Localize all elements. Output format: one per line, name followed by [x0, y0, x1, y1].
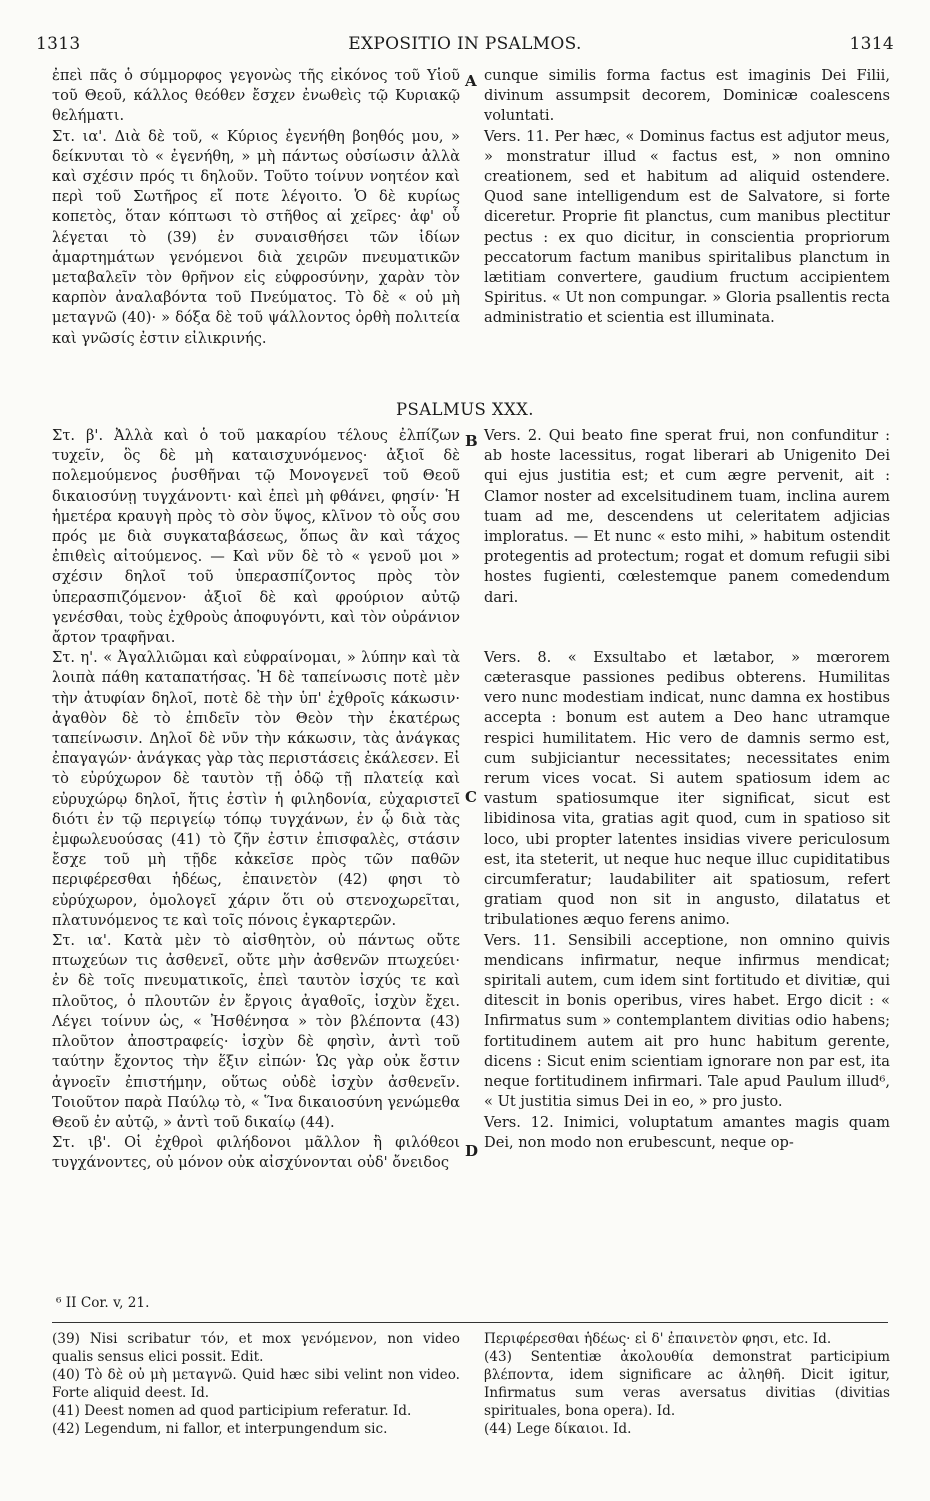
psalm-title: PSALMUS XXX. — [396, 400, 534, 419]
latin-paragraph: Vers. 12. Inimici, voluptatum amantes magis quam Dei, non modo non erubescunt, neque op- — [484, 1113, 890, 1151]
greek-paragraph: Στ. ια'. Διὰ δὲ τοῦ, « Κύριος ἐγενήθη βοηθός μου, » δείκνυται τὸ « ἐγενήθη, » μὴ πάντως οὐσίωσιν ἀλλὰ καὶ σχέσιν πρός τι δηλοῦν. Τοῦτο τοίνυν νοητέον καὶ περὶ τοῦ Σωτῆρος εἴ ποτε λέγοιτο. Ὁ δὲ κυρίως κοπετὸς, ὅταν κόπτωσι τὸ στῆθος αἱ χεῖρες· ἀφ' οὗ λέγεται τὸ (39) ἐν συναισθήσει τῶν ἰδίων ἁμαρτημάτων γενόμενοι διὰ χειρῶν πνευματικῶν μεταβαλεῖν τὸν θρῆνον εἰς εὐφροσύνην, χαρὰν τὸν καρπὸν ἀναλαβόντα τοῦ Πνεύματος. Τὸ δὲ « οὐ μὴ μεταγνῶ (40)· » δόξα δὲ τοῦ ψάλλοντος ὀρθὴ πολιτεία καὶ γνῶσίς ἐστιν εἰλικρινής. — [52, 127, 460, 347]
footnote: (43) Sententiæ ἀκολουθία demonstrat participium βλέποντα, idem significare ac ἀληθῆ. Dicit igitur, Infirmatus sum veras aversatus divitias (divitias spirituales, bona opera). Id. — [484, 1349, 890, 1419]
footnote: Περιφέρεσθαι ἡδέως· εἰ δ' ἐπαινετὸν φησι, etc. Id. — [484, 1331, 832, 1347]
margin-letter-a: A — [465, 72, 477, 90]
margin-letter-b: B — [465, 432, 478, 450]
footnote: (41) Deest nomen ad quod participium referatur. Id. — [52, 1403, 412, 1419]
latin-paragraph: Vers. 2. Qui beato fine sperat frui, non confunditur : ab hoste lacessitus, rogat liberari ab Unigenito Dei qui ejus justitia est; et cum ægre pervenit, ait : Clamor noster ad excelsitudinem tuam, inclina aurem tuam ad me, descendens ut celeritatem adjicias imploratus. — Et nunc « esto mihi, » habitum ostendit protegentis ad protectum; rogat et domum refugii sibi hostes fugienti, cœlestemque panem comedendum dari. — [484, 427, 890, 606]
latin-paragraph: cunque similis forma factus est imaginis Dei Filii, divinum assumpsit decorem, Dominicæ coalescens voluntati. — [484, 67, 890, 125]
latin-paragraph: Vers. 8. « Exsultabo et lætabor, » mœrorem cæterasque passiones pedibus obterens. Humilitas vero nunc modestiam indicat, nunc damna ex hostibus accepta : bonum est autem a Deo hanc utramque respici humilitatem. Hic vero de damnis sermo est, cum subjiciantur necessitates; necessitates enim rerum vices vocat. Si autem spatiosum idem ac vastum spatiosumque iter significat, sicut est libidinosa vita, gratias agit quod, cum in spatioso sit loco, ubi propter latentes insidias vivere periculosum est, ita steterit, ut neque huc neque illuc cupiditatibus circumferatur; laudabiliter ait spatiosum, refert gratiam quod non sit in angusto, dilatatus et tribulationes æquo ferens animo. — [484, 648, 890, 929]
margin-letter-d: D — [465, 1142, 479, 1160]
footnote: (42) Legendum, ni fallor, et interpungendum sic. — [52, 1421, 388, 1437]
footnote: (44) Lege δίκαιοι. Id. — [484, 1421, 632, 1437]
page-number-right: 1314 — [849, 34, 894, 54]
latin-paragraph: Vers. 11. Sensibili acceptione, non omnino quivis mendicans infirmatur, neque infirmus mendicat; spiritali autem, cum idem sint fortitudo et divitiæ, qui ditescit in bonis operibus, vires habet. Ergo dicit : « Infirmatus sum » contemplantem divitias odio habens; fortitudinem autem ait pro hunc habitum gerente, dicens : Sicut enim scientiam ignorare non par est, ita neque fortitudinem infirmari. Tale apud Paulum illud⁶, « Ut justitia simus Dei in eo, » pro justo. — [484, 931, 890, 1111]
footnotes-right — [484, 1330, 890, 1438]
greek-paragraph: Στ. β'. Ἀλλὰ καὶ ὁ τοῦ μακαρίου τέλους ἐλπίζων τυχεῖν, ὃς δὲ μὴ καταισχυνόμενος· ἀξιοῖ δὲ πολεμούμενος ῥυσθῆναι τῷ Μονογενεῖ τοῦ Θεοῦ δικαιοσύνῃ τυγχάνοντι· καὶ ἐπεὶ μὴ φθάνει, φησίν· Ἡ ἡμετέρα κραυγὴ πρὸς τὸ σὸν ὕψος, κλῖνον τὸ οὖς σου πρός με διὰ συγκαταβάσεως, ὅπως ἂν καὶ τάχος ἐπιθεὶς αἰτούμενος. — Καὶ νῦν δὲ τὸ « γενοῦ μοι » σχέσιν δηλοῖ τοῦ ὑπερασπίζοντος πρὸς τὸν ὑπερασπιζόμενον· ἀξιοῖ δὲ καὶ φρούριον αὐτῷ γενέσθαι, τοὺς ἐχθροὺς ἀποφυγόντι, καὶ τὸν οὐράνιον ἄρτον τραφῆναι. — [52, 427, 460, 647]
running-title: EXPOSITIO IN PSALMOS. — [348, 34, 582, 54]
greek-paragraph: Στ. ιβ'. Οἱ ἐχθροὶ φιλήδονοι μᾶλλον ἢ φιλόθεοι τυγχάνοντες, οὐ μόνον οὐκ αἰσχύνονται οὐδ' ὄνειδος — [52, 1134, 460, 1172]
latin-psalm-block — [484, 426, 890, 1153]
greek-top-block — [52, 66, 460, 349]
greek-psalm-block — [52, 426, 460, 1174]
footnotes-left — [52, 1330, 460, 1438]
margin-letter-c: C — [465, 788, 477, 806]
page-number-left: 1313 — [36, 34, 81, 54]
scripture-reference: ⁶ II Cor. v, 21. — [56, 1295, 150, 1311]
footnote-rule — [52, 1322, 888, 1323]
footnote: (39) Nisi scribatur τόν, et mox γενόμενον, non video qualis sensus elici possit. Edit. — [52, 1331, 460, 1365]
greek-paragraph: Στ. ια'. Κατὰ μὲν τὸ αἰσθητὸν, οὐ πάντως οὔτε πτωχεύων τις ἀσθενεῖ, οὔτε μὴν ἀσθενῶν πτωχεύει· ἐν δὲ τοῖς πνευματικοῖς, ἐπεὶ ταυτὸν ἰσχύς τε καὶ πλοῦτος, ὁ πλουτῶν ἐν ἔργοις ἀγαθοῖς, ἰσχὺν ἔχει. Λέγει τοίνυν ὡς, « Ἠσθένησα » τὸν βλέποντα (43) πλοῦτον ἀποστραφείς· ἰσχὺν δὲ φησὶν, ἀντὶ τοῦ ταύτην ἔχοντος τὴν ἕξιν εἰπών· Ὡς γὰρ οὐκ ἔστιν ἀγνοεῖν ἐπιστήμην, οὕτως οὐδὲ ἰσχὺν ἀσθενεῖν. Τοιοῦτον παρὰ Παύλῳ τὸ, « Ἵνα δικαιοσύνη γενώμεθα Θεοῦ ἐν αὐτῷ, » ἀντὶ τοῦ δικαίῳ (44). — [52, 932, 460, 1131]
footnote: (40) Τὸ δὲ οὐ μὴ μεταγνῶ. Quid hæc sibi velint non video. Forte aliquid deest. Id. — [52, 1367, 460, 1401]
greek-paragraph: ἐπεὶ πᾶς ὁ σύμμορφος γεγονὼς τῆς εἰκόνος τοῦ Υἱοῦ τοῦ Θεοῦ, κάλλος θεόθεν ἔσχεν ἐνωθεὶς τῷ Κυριακῷ θελήματι. — [52, 67, 460, 125]
latin-paragraph: Vers. 11. Per hæc, « Dominus factus est adjutor meus, » monstratur illud « factus est, » non omnino creationem, sed et habitum ad aliquid ostendere. Quod sane intelligendum est de Salvatore, si forte diceretur. Proprie fit planctus, cum manibus plectitur pectus : ex quo dicitur, in conscientia propriorum peccatorum factum manibus spiritalibus planctum in lætitiam convertere, gaudium fructum accipientem Spiritus. « Ut non compungar. » Gloria psallentis recta administratio et scientia est illuminata. — [484, 127, 890, 327]
greek-paragraph: Στ. η'. « Ἀγαλλιῶμαι καὶ εὐφραίνομαι, » λύπην καὶ τὰ λοιπὰ πάθη καταπατήσας. Ἡ δὲ ταπείνωσις ποτὲ μὲν τὴν ἀτυφίαν δηλοῖ, ποτὲ δὲ τὴν ὑπ' ἐχθροῖς κάκωσιν· ἀγαθὸν δὲ τὸ ἐπιδεῖν τὸν Θεὸν τὴν ἑκατέρως ταπείνωσιν. Δηλοῖ δὲ νῦν τὴν κάκωσιν, τὰς ἀνάγκας ἐπαγαγών· ἀνάγκας γὰρ τὰς περιστάσεις ἐκάλεσεν. Εἰ τὸ εὐρύχωρον δὲ ταυτὸν τῇ ὁδῷ τῇ πλατείᾳ καὶ εὐρυχώρῳ δηλοῖ, ἥτις ἐστὶν ἡ φιληδονία, εὐχαριστεῖ διότι ἐν τῷ περιγείῳ τόπῳ τυγχάνων, ἐν ᾧ διὰ τὰς ἐμφωλευούσας (41) τὸ ζῆν ἐστιν ἐπισφαλὲς, στάσιν ἔσχε τοῦ μὴ τῇδε κἀκεῖσε πρὸς τῶν παθῶν περιφέρεσθαι ἡδέως, ἐπαινετὸν (42) φησι τὸ εὐρύχωρον, ὁμολογεῖ χάριν ὅτι οὐ στενοχωρεῖται, πλατυνόμενος τε καὶ τοῖς πόνοις ἐγκαρτερῶν. — [52, 649, 460, 929]
latin-top-block — [484, 66, 890, 329]
